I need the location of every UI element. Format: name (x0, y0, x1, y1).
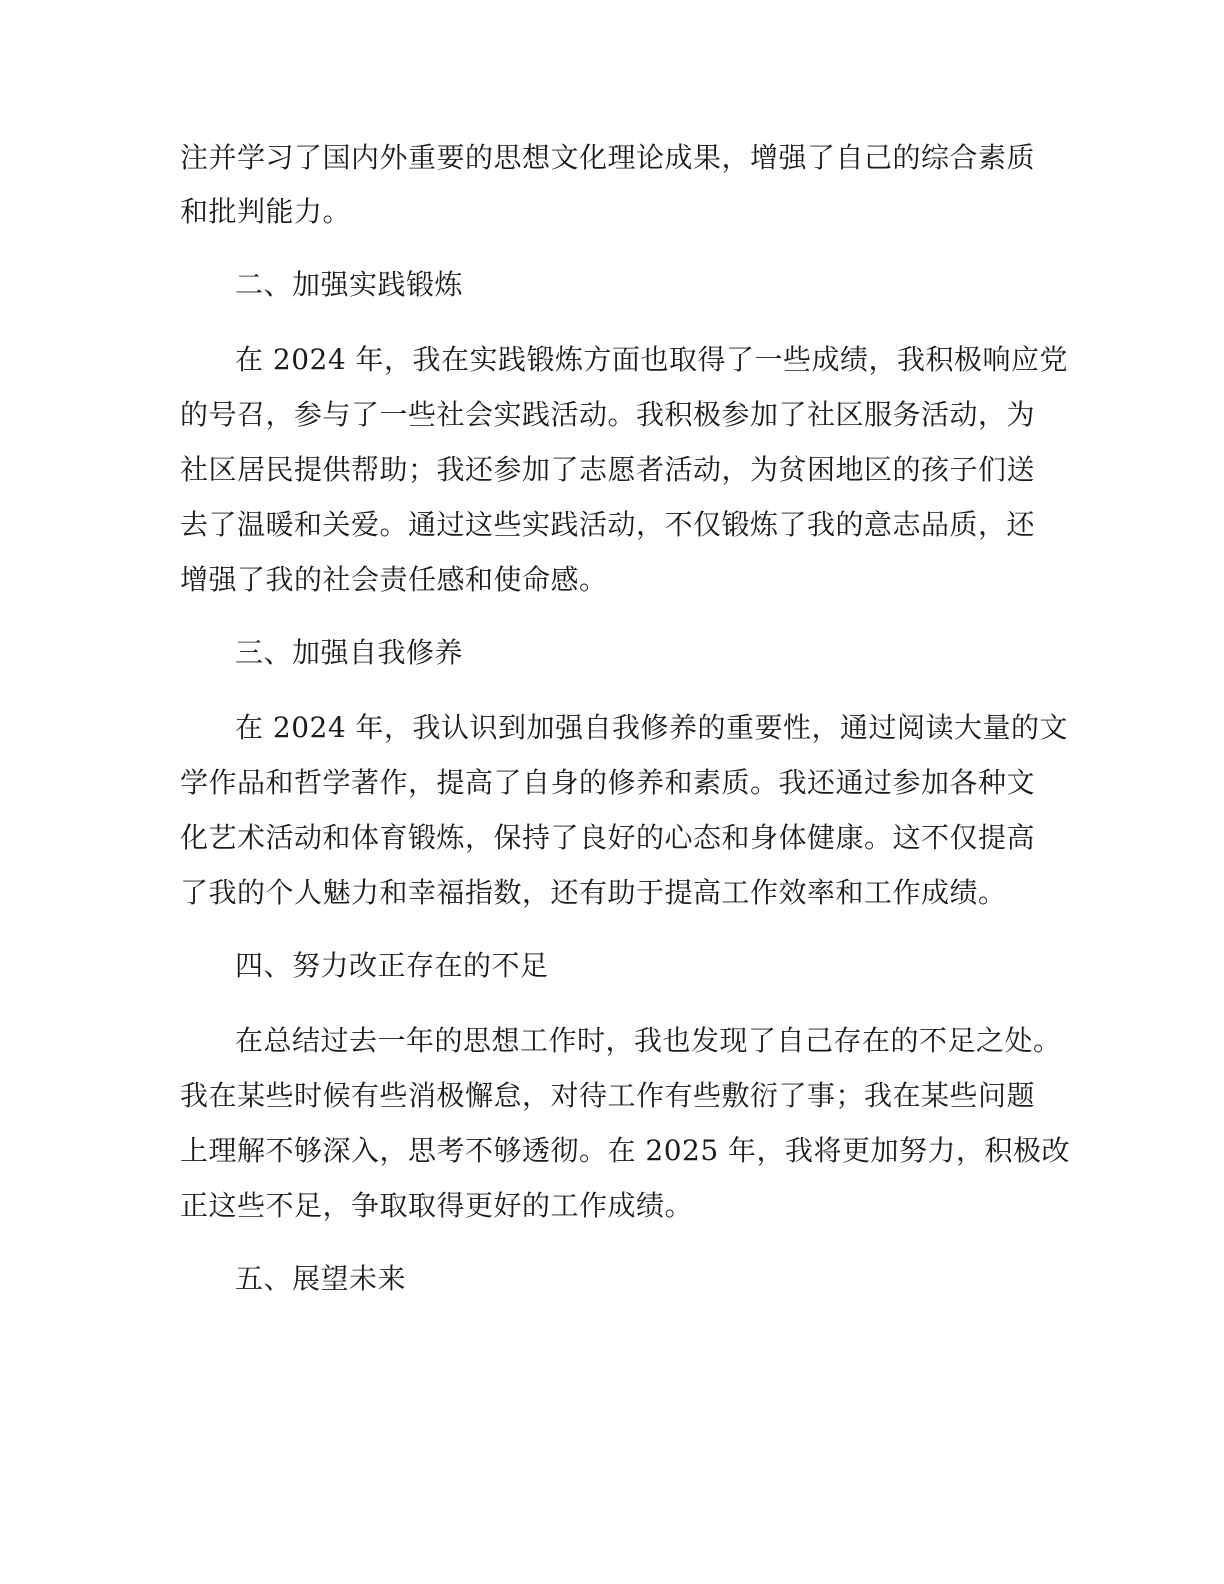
paragraph-line: 去了温暖和关爱。通过这些实践活动，不仅锻炼了我的意志品质，还 (180, 508, 1036, 541)
paragraph-line: 注并学习了国内外重要的思想文化理论成果，增强了自己的综合素质 (180, 141, 1036, 174)
section-heading: 五、展望未来 (235, 1262, 407, 1295)
paragraph-line: 在 2024 年，我认识到加强自我修养的重要性，通过阅读大量的文 (235, 711, 1069, 744)
paragraph-line: 上理解不够深入，思考不够透彻。在 2025 年，我将更加努力，积极改 (180, 1134, 1071, 1167)
paragraph-line: 在 2024 年，我在实践锻炼方面也取得了一些成绩，我积极响应党 (235, 343, 1069, 376)
paragraph-line: 化艺术活动和体育锻炼，保持了良好的心态和身体健康。这不仅提高 (180, 821, 1036, 854)
paragraph-line: 在总结过去一年的思想工作时，我也发现了自己存在的不足之处。 (235, 1024, 1062, 1057)
paragraph-line: 增强了我的社会责任感和使命感。 (180, 563, 608, 596)
paragraph-line: 我在某些时候有些消极懈怠，对待工作有些敷衍了事；我在某些问题 (180, 1079, 1036, 1112)
paragraph-line: 学作品和哲学著作，提高了自身的修养和素质。我还通过参加各种文 (180, 766, 1036, 799)
paragraph-line: 正这些不足，争取取得更好的工作成绩。 (180, 1189, 694, 1222)
section-heading: 二、加强实践锻炼 (235, 268, 464, 301)
paragraph-line: 社区居民提供帮助；我还参加了志愿者活动，为贫困地区的孩子们送 (180, 453, 1036, 486)
paragraph-line: 的号召，参与了一些社会实践活动。我积极参加了社区服务活动，为 (180, 398, 1036, 431)
paragraph-line: 了我的个人魅力和幸福指数，还有助于提高工作效率和工作成绩。 (180, 876, 1007, 909)
section-heading: 四、努力改正存在的不足 (235, 949, 549, 982)
section-heading: 三、加强自我修养 (235, 636, 464, 669)
paragraph-line: 和批判能力。 (180, 195, 352, 228)
